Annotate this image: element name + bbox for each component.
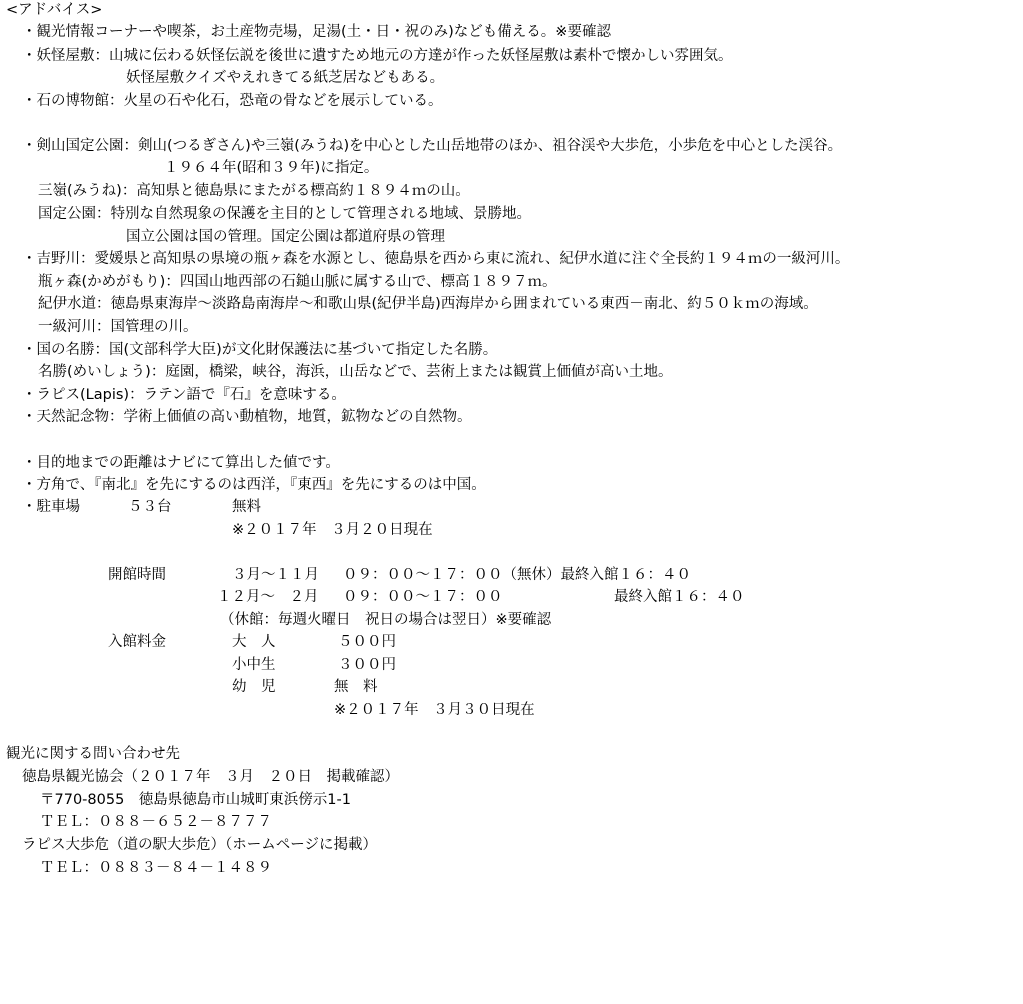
- advice-line: 国立公園は国の管理。国定公園は都道府県の管理: [126, 229, 445, 245]
- fee-infant-label: 幼 児: [232, 679, 276, 695]
- advice-line: ・吉野川：愛媛県と高知県の県境の瓶ヶ森を水源とし、徳島県を西から東に流れ、紀伊水道に注ぐ全長約１９４ｍの一級河川。: [22, 251, 850, 267]
- fee-child-label: 小中生: [232, 657, 276, 673]
- advice-header: <アドバイス>: [6, 2, 103, 18]
- advice-line: ・剣山国定公園：剣山(つるぎさん)や三嶺(みうね)を中心とした山岳地帯のほか、祖谷渓や大歩危，小歩危を中心とした渓谷。: [22, 138, 843, 154]
- contact-org1: 徳島県観光協会（２０１７年 ３月 ２０日 掲載確認）: [22, 769, 399, 785]
- hours-row2-time: ０９：００～１７：００: [343, 589, 503, 605]
- contact-org2: ラピス大歩危（道の駅大歩危）（ホームページに掲載）: [22, 837, 377, 853]
- contact-heading: 観光に関する問い合わせ先: [6, 746, 180, 762]
- hours-row2-last: 最終入館１６：４０: [614, 589, 745, 605]
- advice-line: ・国の名勝：国(文部科学大臣)が文化財保護法に基づいて指定した名勝。: [22, 342, 498, 358]
- fee-adult-price: ５００円: [338, 634, 396, 650]
- hours-row1-season: ３月～１１月: [232, 567, 319, 583]
- advice-line: １９６４年(昭和３９年)に指定。: [164, 160, 379, 176]
- parking-count: ５３台: [128, 499, 172, 515]
- hours-label: 開館時間: [108, 567, 166, 583]
- advice-line: ・観光情報コーナーや喫茶，お土産物売場，足湯(土・日・祝のみ)なども備える。※要確認: [22, 24, 611, 40]
- advice-line: 名勝(めいしょう)：庭園，橋梁，峡谷，海浜，山岳などで、芸術上または観賞上価値が高い土地。: [38, 364, 673, 380]
- advice-line: ・方角で、『南北』を先にするのは西洋，『東西』を先にするのは中国。: [22, 477, 486, 493]
- advice-line: ・目的地までの距離はナビにて算出した値です。: [22, 455, 340, 471]
- fee-adult-label: 大 人: [232, 634, 276, 650]
- hours-row2-season: １２月～ ２月: [217, 589, 319, 605]
- advice-line: ・天然記念物：学術上価値の高い動植物，地質，鉱物などの自然物。: [22, 409, 472, 425]
- fees-label: 入館料金: [108, 634, 166, 650]
- fees-asof: ※２０１７年 ３月３０日現在: [334, 702, 535, 718]
- advice-line: 瓶ヶ森(かめがもり)：四国山地西部の石鎚山脈に属する山で、標高１８９７ｍ。: [38, 274, 557, 290]
- advice-line: 妖怪屋敷クイズやえれきてる紙芝居などもある。: [126, 70, 445, 86]
- parking-label: ・駐車場: [22, 499, 80, 515]
- advice-line: 紀伊水道：徳島県東海岸～淡路島南海岸～和歌山県(紀伊半島)西海岸から囲まれている東西－南北、約５０ｋｍの海域。: [38, 296, 818, 312]
- parking-asof: ※２０１７年 ３月２０日現在: [232, 522, 433, 538]
- advice-line: 三嶺(みうね)：高知県と徳島県にまたがる標高約１８９４ｍの山。: [38, 183, 470, 199]
- advice-line: 一級河川：国管理の川。: [38, 319, 198, 335]
- advice-line: ・石の博物館：火星の石や化石，恐竜の骨などを展示している。: [22, 93, 443, 109]
- parking-fee: 無料: [232, 499, 261, 515]
- fee-infant-price: 無 料: [334, 679, 378, 695]
- contact-org1-address: 〒770-8055 徳島県徳島市山城町東浜傍示1-1: [40, 792, 351, 808]
- fee-child-price: ３００円: [338, 657, 396, 673]
- advice-line: 国定公園：特別な自然現象の保護を主目的として管理される地域、景勝地。: [38, 206, 531, 222]
- contact-org2-tel: ＴＥＬ：０８８３－８４－１４８９: [40, 860, 272, 876]
- advice-line: ・ラピス(Lapis)：ラテン語で『石』を意味する。: [22, 387, 346, 403]
- contact-org1-tel: ＴＥＬ：０８８－６５２－８７７７: [40, 814, 272, 830]
- advice-line: ・妖怪屋敷：山城に伝わる妖怪伝説を後世に遺すため地元の方達が作った妖怪屋敷は素朴で懐かしい雰囲気。: [22, 48, 733, 64]
- hours-closed: （休館：毎週火曜日 祝日の場合は翌日）※要確認: [220, 612, 552, 628]
- hours-row1-time: ０９：００～１７：００（無休）最終入館１６：４０: [343, 567, 691, 583]
